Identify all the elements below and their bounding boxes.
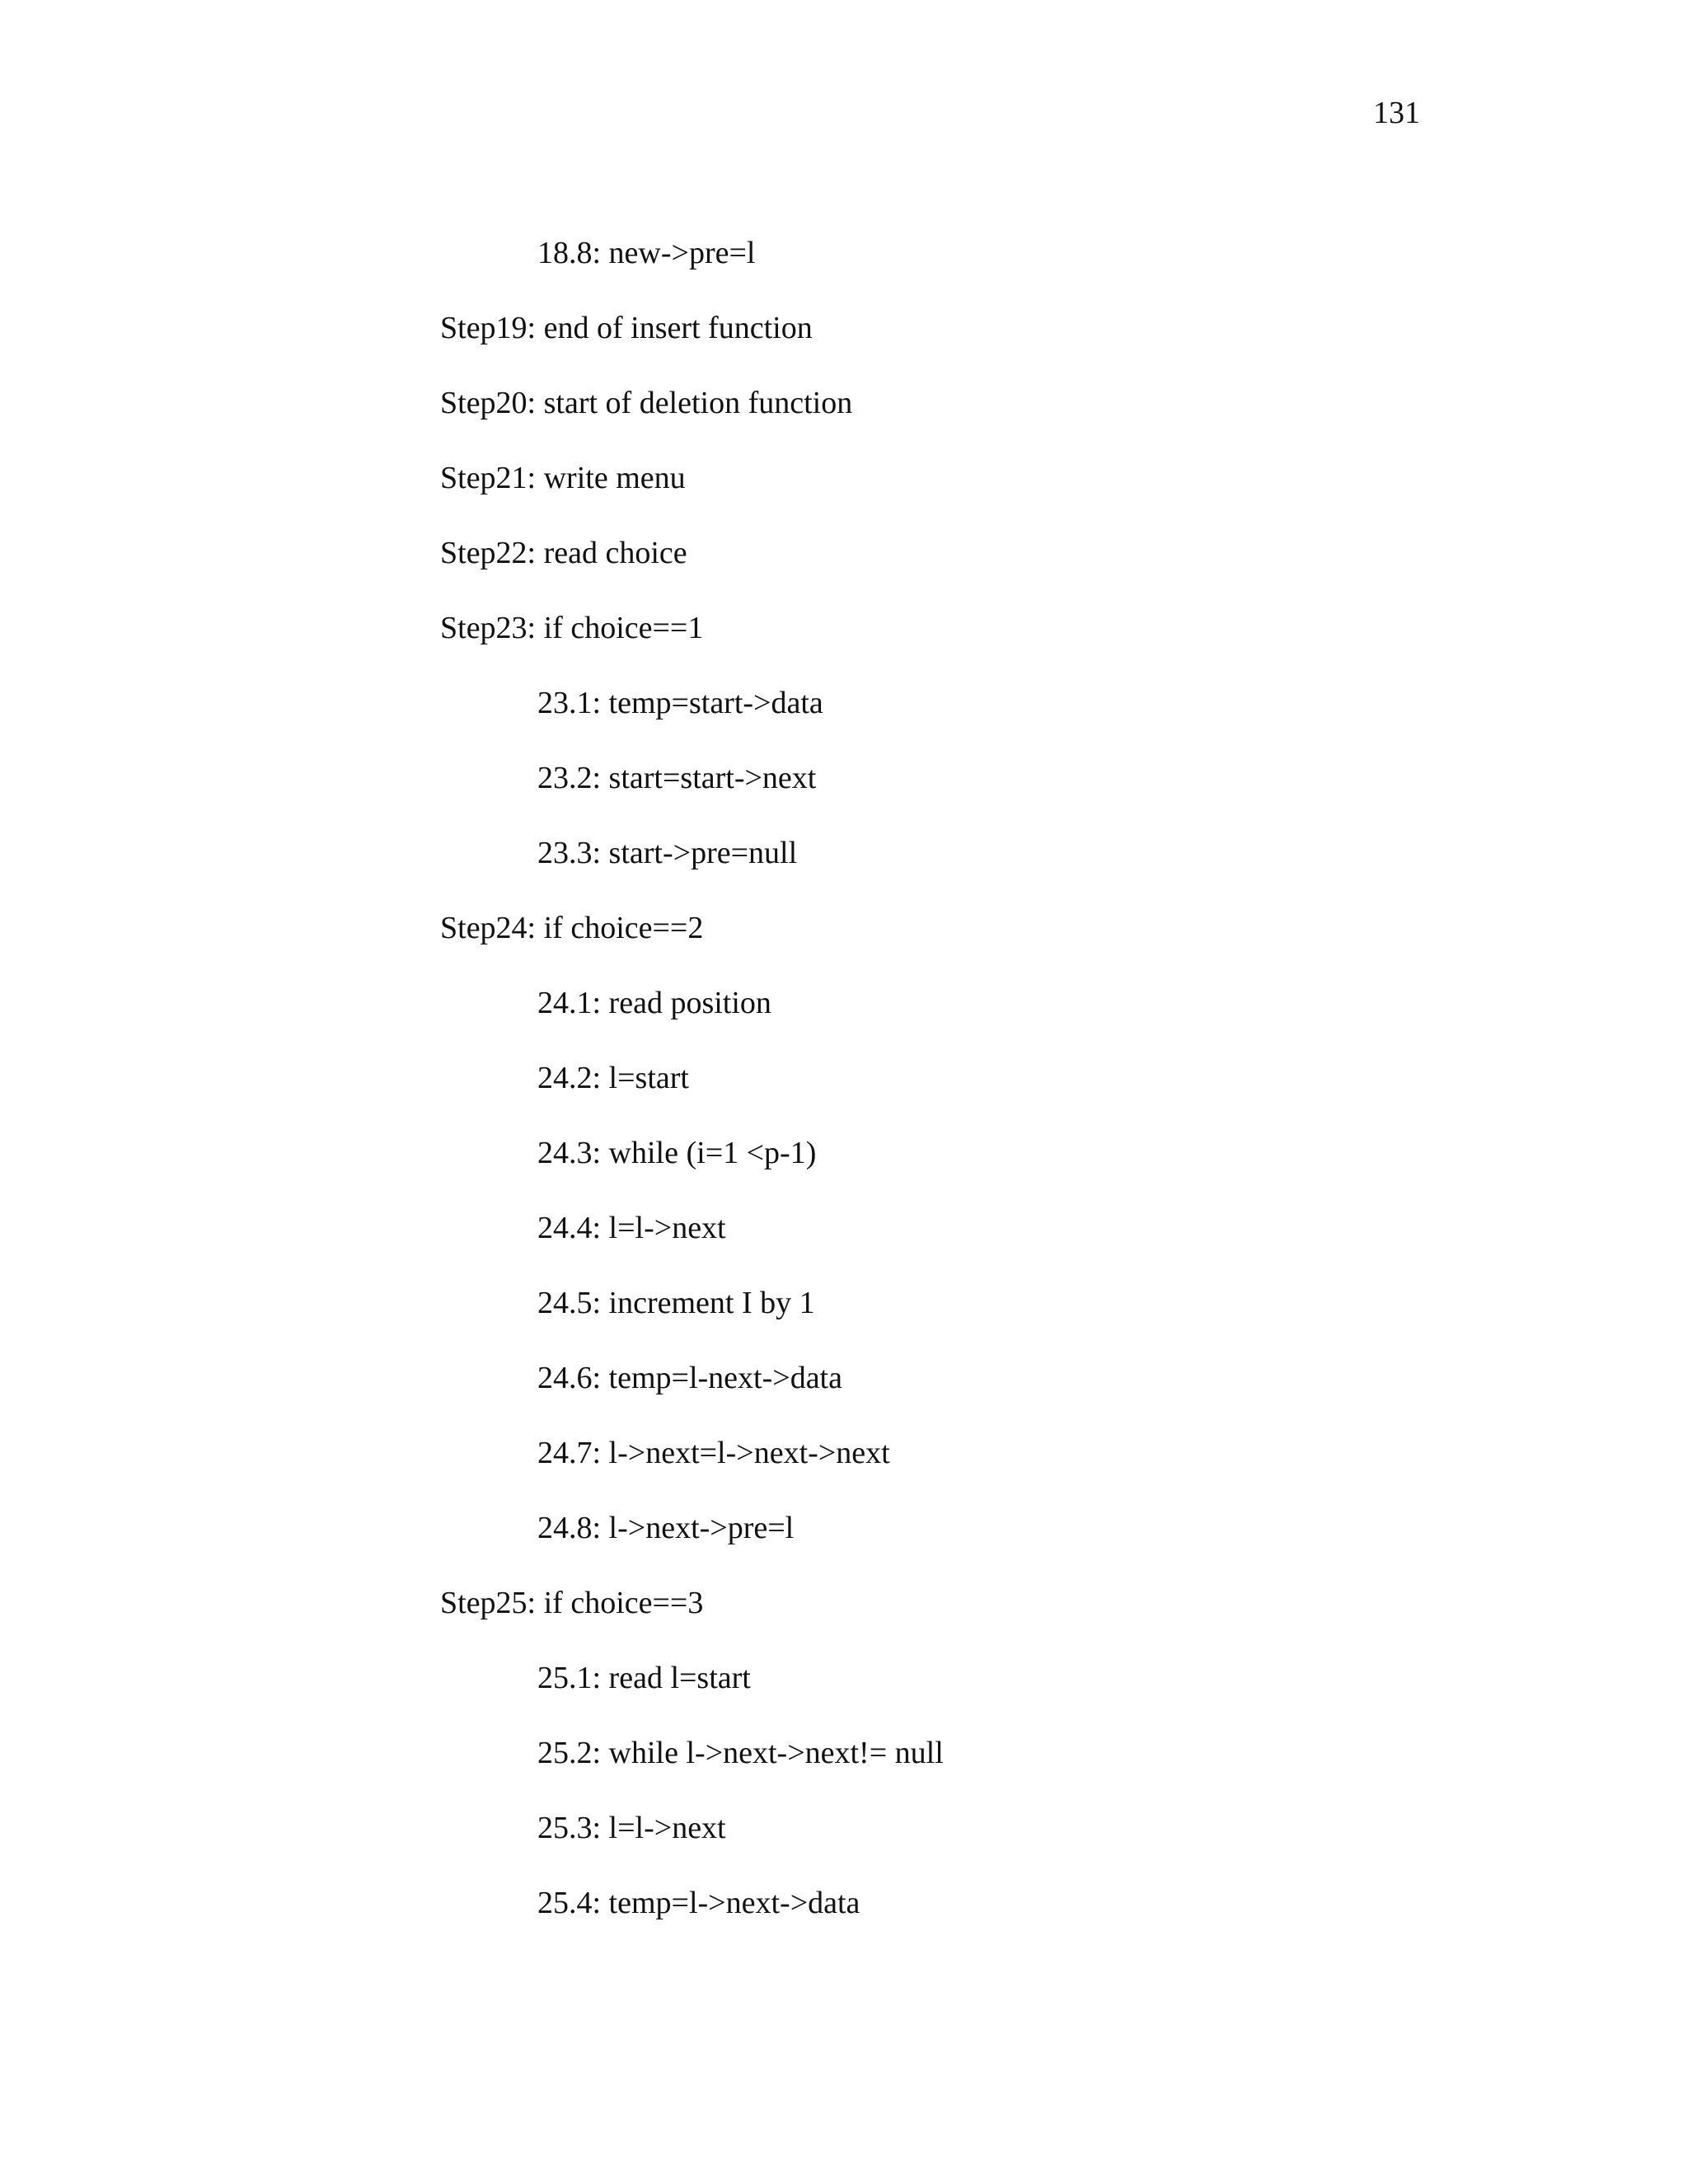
algorithm-line: 24.2: l=start [537, 1061, 689, 1095]
algorithm-line: Step22: read choice [440, 536, 687, 570]
algorithm-line: 24.5: increment I by 1 [537, 1286, 815, 1320]
algorithm-line: 25.2: while l->next->next!= null [537, 1736, 944, 1770]
algorithm-line: Step24: if choice==2 [440, 911, 704, 945]
page-number: 131 [1373, 96, 1420, 130]
algorithm-line: Step21: write menu [440, 461, 686, 495]
algorithm-line: 25.3: l=l->next [537, 1811, 726, 1845]
algorithm-line: 23.3: start->pre=null [537, 836, 798, 870]
algorithm-line: Step23: if choice==1 [440, 611, 704, 645]
algorithm-line: 18.8: new->pre=l [537, 236, 756, 270]
algorithm-line: Step25: if choice==3 [440, 1586, 704, 1620]
algorithm-line: 24.4: l=l->next [537, 1211, 726, 1245]
algorithm-line: 25.4: temp=l->next->data [537, 1886, 860, 1920]
algorithm-line: 25.1: read l=start [537, 1661, 751, 1695]
algorithm-line: Step19: end of insert function [440, 311, 813, 345]
algorithm-line: 24.8: l->next->pre=l [537, 1511, 795, 1545]
algorithm-line: 24.7: l->next=l->next->next [537, 1436, 890, 1470]
algorithm-line: 24.6: temp=l-next->data [537, 1361, 842, 1395]
algorithm-line: 24.3: while (i=1 <p-1) [537, 1136, 817, 1170]
algorithm-line: 24.1: read position [537, 986, 771, 1020]
algorithm-line: 23.2: start=start->next [537, 761, 817, 795]
algorithm-line: Step20: start of deletion function [440, 386, 853, 420]
algorithm-line: 23.1: temp=start->data [537, 686, 823, 720]
